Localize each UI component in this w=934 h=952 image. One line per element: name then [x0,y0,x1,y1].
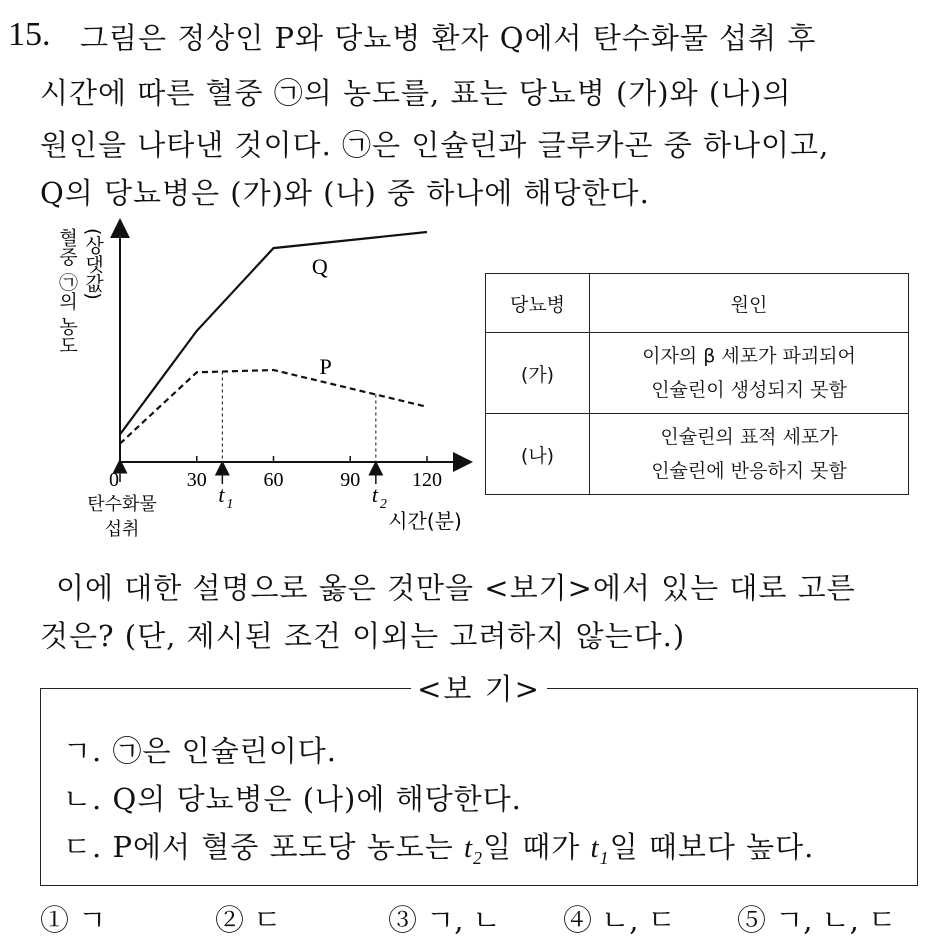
bogi-title: <보 기> [411,672,547,706]
table-header-disease: 당뇨병 [486,274,590,333]
table-row-cause-line1: 인슐린의 표적 세포가 [660,426,838,448]
marker-label-sub: 2 [379,497,387,512]
table-row [486,333,909,414]
bogi-item-3-t1: t [590,832,600,864]
question-line-3: 원인을 나타낸 것이다. ㉠은 인슐린과 글루카곤 중 하나이고, [40,128,830,162]
choice-5[interactable]: ⑤ ㄱ, ㄴ, ㄷ [737,903,897,937]
bogi-box [40,672,918,886]
table-row-cause [590,333,909,414]
bogi-item-3-t2-sub: 2 [473,847,484,868]
concentration-chart [55,210,475,550]
bogi-item-1: ㄱ. ㉠은 인슐린이다. [63,734,337,768]
intake-label-1: 탄수화물 [87,494,157,515]
table-row-label: (가) [486,333,590,414]
bogi-item-3-t1-sub: 1 [599,847,610,868]
table-row-cause [590,414,909,495]
question-number: 15. [8,16,51,53]
table-row-cause-line2: 인슐린이 생성되지 못함 [651,379,847,401]
intake-label-2: 섭취 [104,519,140,540]
question-line-2: 시간에 따른 혈중 ㉠의 농도를, 표는 당뇨병 (가)와 (나)의 [40,76,792,110]
x-tick-label: 0 [109,469,119,491]
choice-3[interactable]: ③ ㄱ, ㄴ [388,903,501,937]
table-row [486,414,909,495]
x-tick-label: 90 [340,469,361,491]
x-tick-label: 30 [186,469,207,491]
bogi-item-3-c: 일 때보다 높다. [609,830,815,864]
table-row-cause-line2: 인슐린에 반응하지 못함 [651,460,847,482]
y-axis-label: 혈중 ㉠의 농도 [56,228,78,355]
bogi-item-3-a: ㄷ. P에서 혈중 포도당 농도는 [63,830,464,864]
marker-label: t [371,482,378,507]
x-tick-label: 120 [412,469,442,491]
choice-1[interactable]: ① ㄱ [40,903,107,937]
table-row-cause-line1: 이자의 β 세포가 파괴되어 [642,345,856,367]
bogi-item-3-b: 일 때가 [483,830,591,864]
choice-2[interactable]: ② ㄷ [215,903,282,937]
bogi-item-3-t2: t [463,832,474,864]
question-line-1: 그림은 정상인 P와 당뇨병 환자 Q에서 탄수화물 섭취 후 [80,21,817,55]
series-label-P: P [319,354,332,379]
series-line-P [120,370,427,444]
x-axis-label: 시간(분) [388,509,462,533]
table-header-cause: 원인 [590,274,909,333]
prompt-line-2: 것은? (단, 제시된 조건 이외는 고려하지 않는다.) [40,619,686,653]
question-line-4: Q의 당뇨병은 (가)와 (나) 중 하나에 해당한다. [40,176,650,210]
choice-4[interactable]: ④ ㄴ, ㄷ [563,903,676,937]
marker-label: t [218,482,225,507]
series-label-Q: Q [311,254,328,280]
bogi-item-3 [63,825,814,869]
cause-table [485,273,909,495]
table-row-label: (나) [486,414,590,495]
y-axis-label-unit: (상댓값) [82,228,104,300]
series-line-Q [120,232,427,434]
bogi-title-wrap [41,667,917,708]
bogi-item-2: ㄴ. Q의 당뇨병은 (나)에 해당한다. [63,782,522,816]
x-tick-label: 60 [263,469,284,491]
marker-label-sub: 1 [226,497,234,512]
prompt-line-1: 이에 대한 설명으로 옳은 것만을 <보기>에서 있는 대로 고른 [56,571,856,605]
